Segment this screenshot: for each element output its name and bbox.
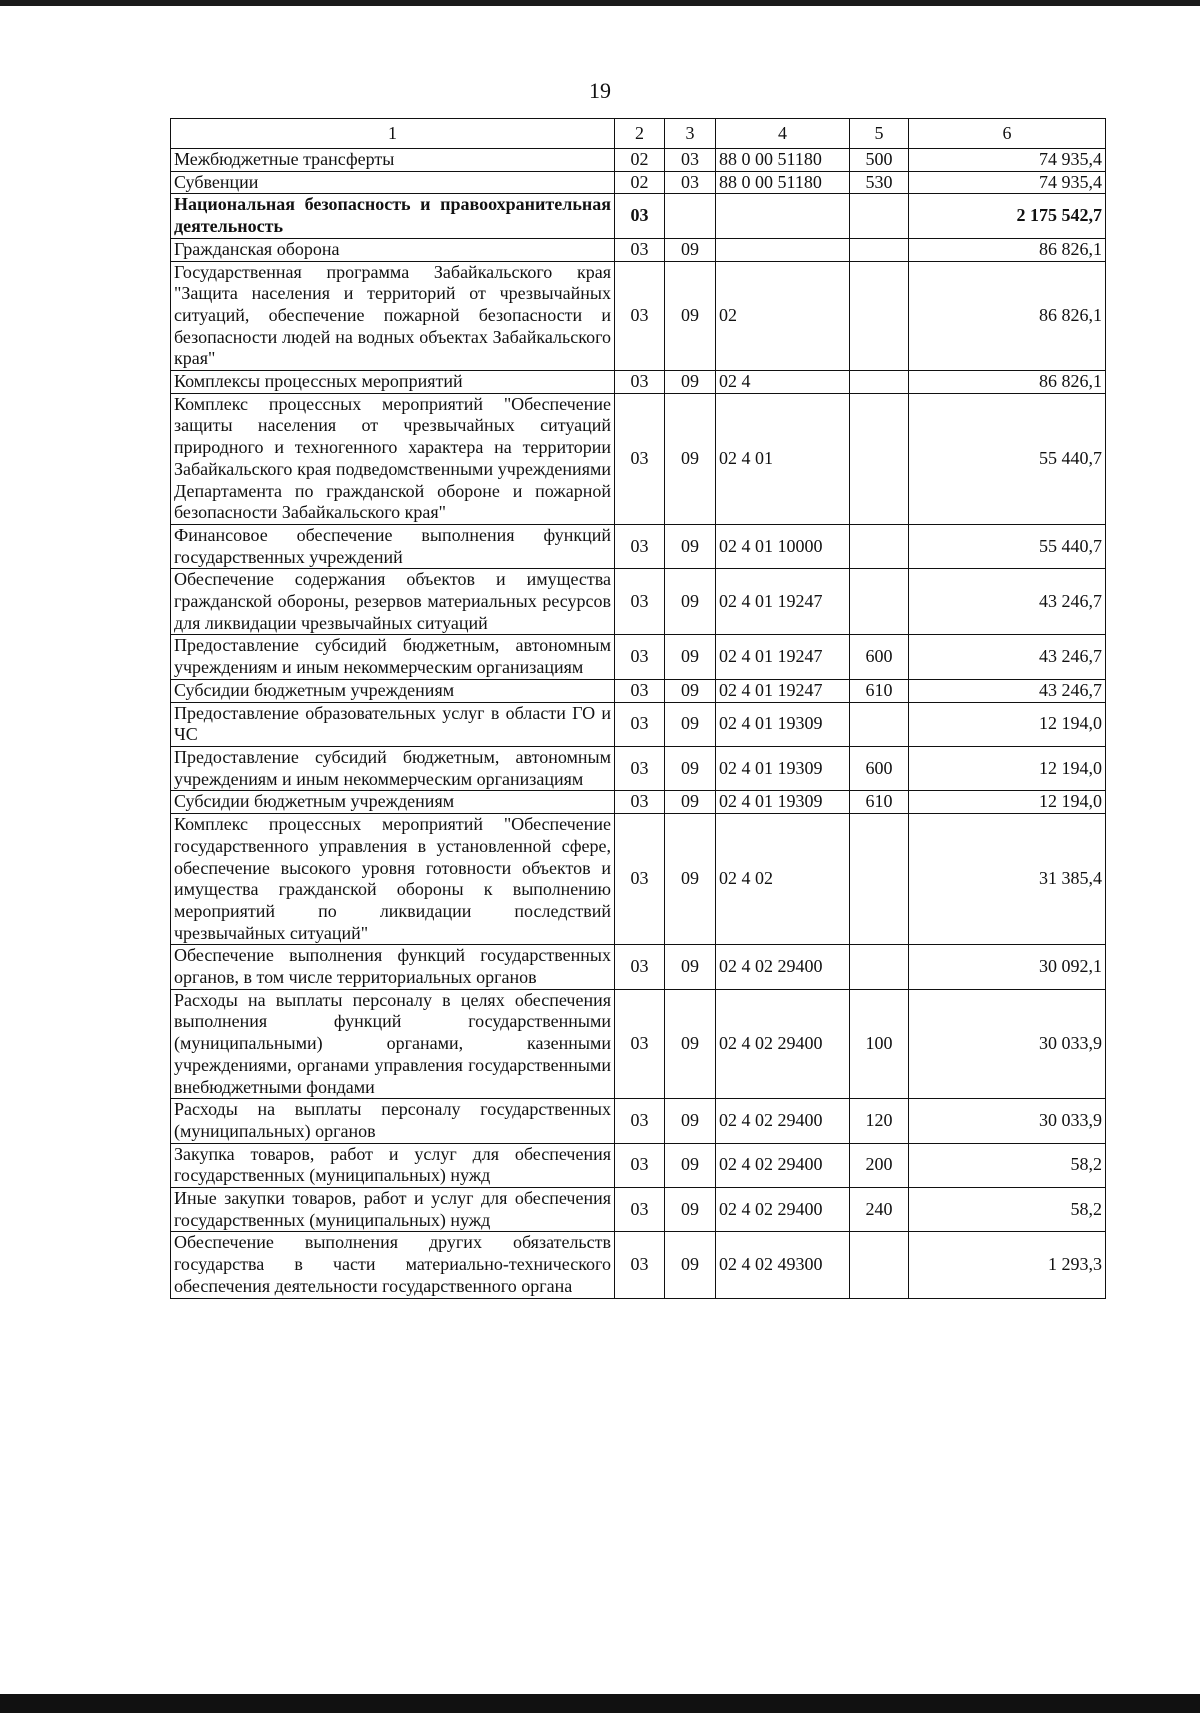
table-row — [171, 194, 1106, 238]
table-row — [171, 1143, 1106, 1187]
cell-section: 03 — [615, 371, 665, 394]
table-header — [171, 119, 1106, 149]
cell-amount: 31 385,4 — [909, 814, 1106, 945]
cell-amount: 43 246,7 — [909, 569, 1106, 635]
cell-section: 03 — [615, 989, 665, 1099]
cell-section: 02 — [615, 171, 665, 194]
scan-edge-top — [0, 0, 1200, 6]
cell-target-code: 02 4 02 29400 — [716, 1099, 850, 1143]
cell-expense-type: 240 — [850, 1188, 909, 1232]
cell-section: 03 — [615, 569, 665, 635]
cell-expense-type — [850, 194, 909, 238]
cell-subsection: 09 — [665, 746, 716, 790]
cell-subsection: 09 — [665, 1143, 716, 1187]
cell-amount: 1 293,3 — [909, 1232, 1106, 1298]
cell-expense-type: 610 — [850, 679, 909, 702]
cell-subsection: 09 — [665, 1188, 716, 1232]
cell-expense-type — [850, 371, 909, 394]
cell-section: 03 — [615, 524, 665, 568]
table-row — [171, 393, 1106, 524]
cell-target-code: 02 4 02 29400 — [716, 945, 850, 989]
cell-subsection: 09 — [665, 679, 716, 702]
header-col-3: 3 — [665, 119, 716, 149]
header-col-5: 5 — [850, 119, 909, 149]
cell-target-code: 02 4 02 29400 — [716, 1188, 850, 1232]
cell-subsection: 09 — [665, 393, 716, 524]
cell-target-code: 02 4 01 10000 — [716, 524, 850, 568]
cell-subsection: 09 — [665, 261, 716, 371]
cell-expense-type — [850, 1232, 909, 1298]
budget-table — [170, 118, 1106, 1299]
table-row — [171, 635, 1106, 679]
cell-target-code: 02 4 01 19309 — [716, 746, 850, 790]
cell-target-code: 02 4 01 19247 — [716, 635, 850, 679]
cell-subsection — [665, 194, 716, 238]
cell-section: 03 — [615, 1099, 665, 1143]
cell-expense-type: 600 — [850, 635, 909, 679]
cell-target-code: 02 4 — [716, 371, 850, 394]
cell-target-code: 02 4 02 29400 — [716, 989, 850, 1099]
header-col-1: 1 — [171, 119, 615, 149]
table-body — [171, 149, 1106, 1299]
cell-name: Предоставление субсидий бюджетным, автономным учреждениям и иным некоммерческим организациям — [171, 635, 615, 679]
table-row — [171, 1099, 1106, 1143]
cell-amount: 86 826,1 — [909, 371, 1106, 394]
cell-name: Финансовое обеспечение выполнения функций государственных учреждений — [171, 524, 615, 568]
cell-amount: 12 194,0 — [909, 702, 1106, 746]
header-row — [171, 119, 1106, 149]
cell-expense-type: 600 — [850, 746, 909, 790]
header-col-4: 4 — [716, 119, 850, 149]
cell-target-code: 02 4 01 19247 — [716, 679, 850, 702]
cell-amount: 55 440,7 — [909, 524, 1106, 568]
cell-expense-type: 610 — [850, 791, 909, 814]
cell-name: Комплекс процессных мероприятий "Обеспечение государственного управления в установленной сфере, обеспечение высокого уровня готовности объектов и имущества гражданской обороны к выполнению мероприятий по ликвидации последствий чрезвычайных ситуаций" — [171, 814, 615, 945]
cell-name: Комплекс процессных мероприятий "Обеспечение защиты населения от чрезвычайных ситуаций природного и техногенного характера на территории Забайкальского края подведомственными учреждениями Департамента по гражданской обороне и пожарной безопасности Забайкальского края" — [171, 393, 615, 524]
cell-section: 03 — [615, 702, 665, 746]
table-row — [171, 989, 1106, 1099]
table-row — [171, 702, 1106, 746]
cell-section: 03 — [615, 746, 665, 790]
cell-expense-type: 500 — [850, 149, 909, 172]
table-row — [171, 1232, 1106, 1298]
table-row — [171, 814, 1106, 945]
cell-subsection: 09 — [665, 989, 716, 1099]
cell-target-code: 02 4 01 19247 — [716, 569, 850, 635]
cell-target-code — [716, 194, 850, 238]
cell-expense-type — [850, 393, 909, 524]
cell-amount: 74 935,4 — [909, 149, 1106, 172]
cell-section: 03 — [615, 791, 665, 814]
cell-name: Иные закупки товаров, работ и услуг для обеспечения государственных (муниципальных) нужд — [171, 1188, 615, 1232]
header-col-2: 2 — [615, 119, 665, 149]
cell-amount: 43 246,7 — [909, 679, 1106, 702]
cell-expense-type: 120 — [850, 1099, 909, 1143]
cell-name: Расходы на выплаты персоналу в целях обеспечения выполнения функций государственными (муниципальными) органами, казенными учреждениями, органами управления государственными внебюджетными фондами — [171, 989, 615, 1099]
cell-subsection: 09 — [665, 524, 716, 568]
cell-name: Субвенции — [171, 171, 615, 194]
cell-expense-type — [850, 945, 909, 989]
cell-section: 03 — [615, 635, 665, 679]
cell-section: 03 — [615, 679, 665, 702]
table-row — [171, 746, 1106, 790]
cell-section: 03 — [615, 1143, 665, 1187]
cell-name: Субсидии бюджетным учреждениям — [171, 791, 615, 814]
table-row — [171, 1188, 1106, 1232]
cell-name: Предоставление субсидий бюджетным, автономным учреждениям и иным некоммерческим организациям — [171, 746, 615, 790]
cell-target-code — [716, 238, 850, 261]
cell-subsection: 09 — [665, 814, 716, 945]
cell-expense-type — [850, 524, 909, 568]
table-row — [171, 791, 1106, 814]
cell-expense-type — [850, 261, 909, 371]
cell-amount: 30 033,9 — [909, 989, 1106, 1099]
cell-subsection: 09 — [665, 1232, 716, 1298]
cell-target-code: 02 4 02 — [716, 814, 850, 945]
cell-name: Обеспечение содержания объектов и имущества гражданской обороны, резервов материальных ресурсов для ликвидации чрезвычайных ситуаций — [171, 569, 615, 635]
cell-expense-type — [850, 702, 909, 746]
cell-section: 03 — [615, 238, 665, 261]
cell-section: 03 — [615, 194, 665, 238]
cell-target-code: 02 4 01 19309 — [716, 702, 850, 746]
cell-amount: 74 935,4 — [909, 171, 1106, 194]
cell-name: Гражданская оборона — [171, 238, 615, 261]
cell-subsection: 03 — [665, 149, 716, 172]
cell-amount: 86 826,1 — [909, 261, 1106, 371]
cell-subsection: 09 — [665, 238, 716, 261]
table-row — [171, 524, 1106, 568]
cell-section: 03 — [615, 1232, 665, 1298]
cell-section: 02 — [615, 149, 665, 172]
table-row — [171, 149, 1106, 172]
cell-amount: 58,2 — [909, 1143, 1106, 1187]
cell-amount: 12 194,0 — [909, 746, 1106, 790]
table-row — [171, 261, 1106, 371]
cell-target-code: 02 4 02 29400 — [716, 1143, 850, 1187]
cell-expense-type: 530 — [850, 171, 909, 194]
cell-subsection: 09 — [665, 371, 716, 394]
table-row — [171, 945, 1106, 989]
cell-target-code: 02 4 01 19309 — [716, 791, 850, 814]
cell-amount: 2 175 542,7 — [909, 194, 1106, 238]
cell-subsection: 09 — [665, 569, 716, 635]
cell-amount: 12 194,0 — [909, 791, 1106, 814]
cell-name: Закупка товаров, работ и услуг для обеспечения государственных (муниципальных) нужд — [171, 1143, 615, 1187]
cell-amount: 30 092,1 — [909, 945, 1106, 989]
cell-target-code: 02 4 01 — [716, 393, 850, 524]
cell-amount: 58,2 — [909, 1188, 1106, 1232]
cell-expense-type: 100 — [850, 989, 909, 1099]
cell-amount: 43 246,7 — [909, 635, 1106, 679]
cell-subsection: 09 — [665, 702, 716, 746]
cell-name: Национальная безопасность и правоохранительная деятельность — [171, 194, 615, 238]
cell-amount: 55 440,7 — [909, 393, 1106, 524]
cell-section: 03 — [615, 814, 665, 945]
cell-subsection: 09 — [665, 1099, 716, 1143]
cell-target-code: 88 0 00 51180 — [716, 171, 850, 194]
cell-amount: 30 033,9 — [909, 1099, 1106, 1143]
cell-name: Государственная программа Забайкальского края "Защита населения и территорий от чрезвычайных ситуаций, обеспечение пожарной безопасности и безопасности людей на водных объектах Забайкальского края" — [171, 261, 615, 371]
cell-subsection: 09 — [665, 791, 716, 814]
cell-expense-type — [850, 814, 909, 945]
cell-target-code: 88 0 00 51180 — [716, 149, 850, 172]
cell-expense-type — [850, 238, 909, 261]
cell-section: 03 — [615, 1188, 665, 1232]
header-col-6: 6 — [909, 119, 1106, 149]
page-number: 19 — [589, 78, 611, 103]
table-row — [171, 569, 1106, 635]
cell-section: 03 — [615, 945, 665, 989]
cell-name: Комплексы процессных мероприятий — [171, 371, 615, 394]
scan-edge-bottom — [0, 1694, 1200, 1713]
table-row — [171, 679, 1106, 702]
cell-section: 03 — [615, 261, 665, 371]
cell-name: Расходы на выплаты персоналу государственных (муниципальных) органов — [171, 1099, 615, 1143]
cell-section: 03 — [615, 393, 665, 524]
cell-name: Субсидии бюджетным учреждениям — [171, 679, 615, 702]
cell-name: Обеспечение выполнения других обязательств государства в части материально-технического обеспечения деятельности государственного органа — [171, 1232, 615, 1298]
cell-subsection: 09 — [665, 945, 716, 989]
table-row — [171, 171, 1106, 194]
table-row — [171, 371, 1106, 394]
cell-name: Предоставление образовательных услуг в области ГО и ЧС — [171, 702, 615, 746]
cell-name: Обеспечение выполнения функций государственных органов, в том числе территориальных органов — [171, 945, 615, 989]
cell-target-code: 02 4 02 49300 — [716, 1232, 850, 1298]
cell-expense-type: 200 — [850, 1143, 909, 1187]
cell-subsection: 09 — [665, 635, 716, 679]
cell-expense-type — [850, 569, 909, 635]
cell-target-code: 02 — [716, 261, 850, 371]
cell-subsection: 03 — [665, 171, 716, 194]
cell-name: Межбюджетные трансферты — [171, 149, 615, 172]
table-row — [171, 238, 1106, 261]
cell-amount: 86 826,1 — [909, 238, 1106, 261]
